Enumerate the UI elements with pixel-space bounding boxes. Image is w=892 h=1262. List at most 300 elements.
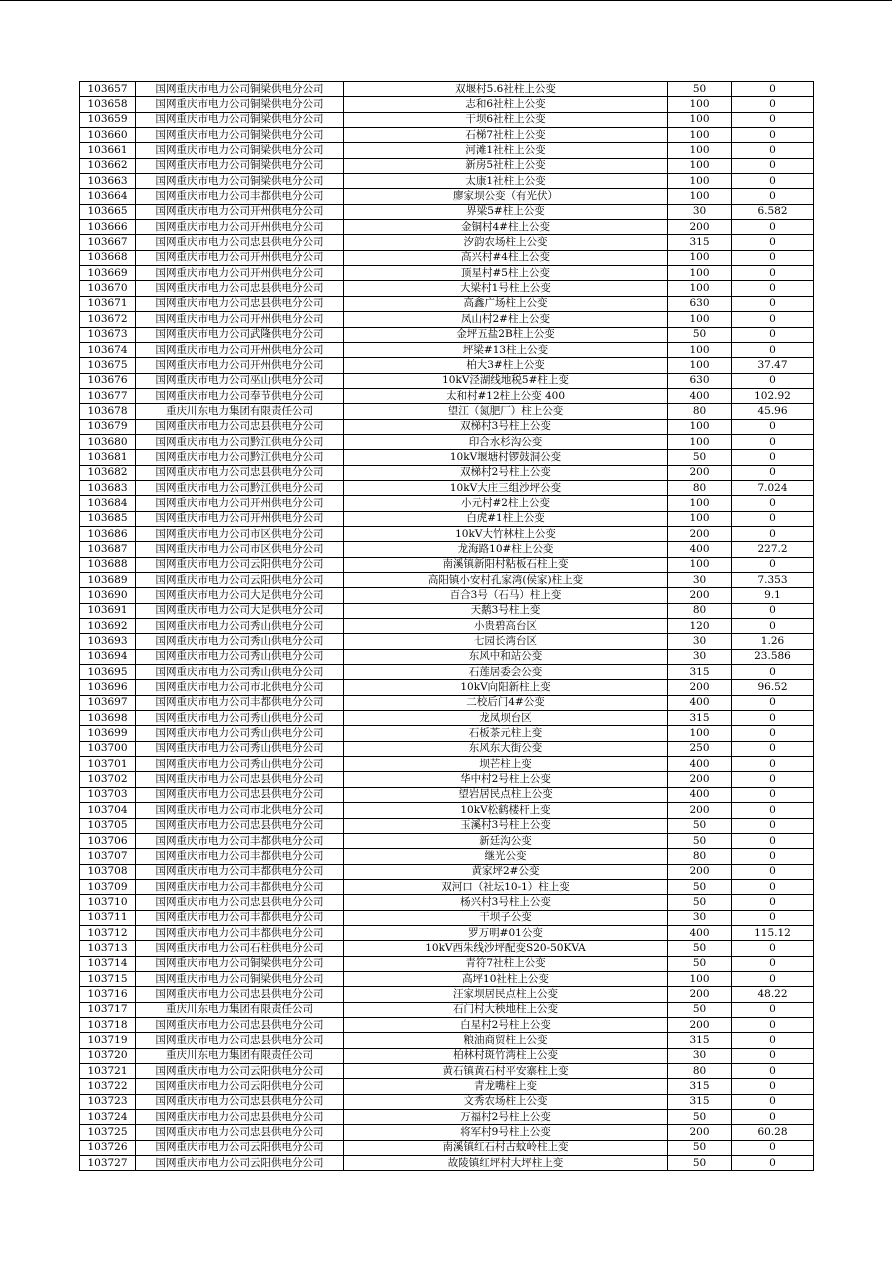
capacity-cell: 400	[668, 695, 732, 710]
table-row	[80, 388, 814, 403]
row-id-cell: 103677	[80, 388, 136, 403]
transformer-name-cell: 小贵碧高台区	[344, 619, 668, 634]
transformer-name-cell: 河滩1社柱上公变	[344, 143, 668, 158]
transformer-name-cell: 顶星村#5柱上公变	[344, 266, 668, 281]
table-row	[80, 833, 814, 848]
company-cell: 国网重庆市电力公司忠县供电分公司	[136, 296, 344, 311]
row-id-cell: 103657	[80, 82, 136, 97]
value-cell: 0	[732, 818, 814, 833]
value-cell: 115.12	[732, 925, 814, 940]
value-cell: 0	[732, 941, 814, 956]
transformer-name-cell: 二校后门4#公变	[344, 695, 668, 710]
company-cell: 国网重庆市电力公司忠县供电分公司	[136, 772, 344, 787]
transformer-name-cell: 天鹅3号柱上变	[344, 603, 668, 618]
transformer-name-cell: 汪家坝居民点柱上公变	[344, 987, 668, 1002]
company-cell: 国网重庆市电力公司武隆供电分公司	[136, 327, 344, 342]
value-cell: 0	[732, 557, 814, 572]
row-id-cell: 103725	[80, 1125, 136, 1140]
table-row	[80, 1125, 814, 1140]
company-cell: 国网重庆市电力公司秀山供电分公司	[136, 634, 344, 649]
value-cell: 1.26	[732, 634, 814, 649]
row-id-cell: 103683	[80, 480, 136, 495]
company-cell: 国网重庆市电力公司市区供电分公司	[136, 526, 344, 541]
value-cell: 0	[732, 711, 814, 726]
row-id-cell: 103721	[80, 1064, 136, 1079]
transformer-name-cell: 罗万明#01公变	[344, 925, 668, 940]
capacity-cell: 400	[668, 542, 732, 557]
transformer-name-cell: 望岩居民点柱上公变	[344, 787, 668, 802]
row-id-cell: 103684	[80, 496, 136, 511]
transformer-name-cell: 金铜村4#柱上公变	[344, 220, 668, 235]
transformer-name-cell: 东风中和站公变	[344, 649, 668, 664]
value-cell: 0	[732, 895, 814, 910]
capacity-cell: 100	[668, 496, 732, 511]
row-id-cell: 103691	[80, 603, 136, 618]
row-id-cell: 103703	[80, 787, 136, 802]
capacity-cell: 630	[668, 296, 732, 311]
company-cell: 国网重庆市电力公司黔江供电分公司	[136, 434, 344, 449]
value-cell: 0	[732, 1048, 814, 1063]
row-id-cell: 103675	[80, 358, 136, 373]
value-cell: 0	[732, 465, 814, 480]
row-id-cell: 103726	[80, 1140, 136, 1155]
capacity-cell: 100	[668, 312, 732, 327]
company-cell: 国网重庆市电力公司铜梁供电分公司	[136, 956, 344, 971]
capacity-cell: 50	[668, 450, 732, 465]
transformer-name-cell: 黄石镇黄石村平安寨柱上变	[344, 1064, 668, 1079]
company-cell: 国网重庆市电力公司开州供电分公司	[136, 266, 344, 281]
value-cell: 0	[732, 342, 814, 357]
value-cell: 0	[732, 450, 814, 465]
row-id-cell: 103707	[80, 849, 136, 864]
capacity-cell: 80	[668, 603, 732, 618]
transformer-name-cell: 坪梁#13柱上公变	[344, 342, 668, 357]
capacity-cell: 315	[668, 1094, 732, 1109]
transformer-name-cell: 志和6社柱上公变	[344, 97, 668, 112]
capacity-cell: 50	[668, 1110, 732, 1125]
value-cell: 0	[732, 419, 814, 434]
value-cell: 23.586	[732, 649, 814, 664]
row-id-cell: 103719	[80, 1033, 136, 1048]
capacity-cell: 315	[668, 235, 732, 250]
row-id-cell: 103706	[80, 833, 136, 848]
row-id-cell: 103671	[80, 296, 136, 311]
capacity-cell: 100	[668, 97, 732, 112]
table-row	[80, 603, 814, 618]
transformer-name-cell: 柏林村斑竹湾柱上公变	[344, 1048, 668, 1063]
table-row	[80, 1064, 814, 1079]
capacity-cell: 200	[668, 1017, 732, 1032]
transformer-name-cell: 龙凤坝台区	[344, 711, 668, 726]
table-row	[80, 342, 814, 357]
company-cell: 国网重庆市电力公司丰都供电分公司	[136, 833, 344, 848]
transformer-name-cell: 青龙嘴柱上变	[344, 1079, 668, 1094]
row-id-cell: 103690	[80, 588, 136, 603]
row-id-cell: 103708	[80, 864, 136, 879]
company-cell: 国网重庆市电力公司市北供电分公司	[136, 803, 344, 818]
capacity-cell: 315	[668, 1033, 732, 1048]
row-id-cell: 103693	[80, 634, 136, 649]
company-cell: 重庆川东电力集团有限责任公司	[136, 1002, 344, 1017]
value-cell: 0	[732, 1017, 814, 1032]
row-id-cell: 103689	[80, 573, 136, 588]
transformer-name-cell: 南溪镇红石村古蚊岭柱上变	[344, 1140, 668, 1155]
table-row	[80, 174, 814, 189]
capacity-cell: 315	[668, 1079, 732, 1094]
table-row	[80, 1048, 814, 1063]
capacity-cell: 400	[668, 757, 732, 772]
capacity-cell: 250	[668, 741, 732, 756]
row-id-cell: 103692	[80, 619, 136, 634]
row-id-cell: 103695	[80, 665, 136, 680]
capacity-cell: 80	[668, 849, 732, 864]
row-id-cell: 103685	[80, 511, 136, 526]
capacity-cell: 100	[668, 128, 732, 143]
transformer-name-cell: 汐韵农场柱上公变	[344, 235, 668, 250]
value-cell: 0	[732, 143, 814, 158]
row-id-cell: 103672	[80, 312, 136, 327]
transformer-name-cell: 玉溪村3号柱上公变	[344, 818, 668, 833]
capacity-cell: 50	[668, 327, 732, 342]
row-id-cell: 103659	[80, 112, 136, 127]
page-top-border	[0, 0, 892, 1]
table-row	[80, 250, 814, 265]
company-cell: 国网重庆市电力公司开州供电分公司	[136, 358, 344, 373]
capacity-cell: 80	[668, 1064, 732, 1079]
capacity-cell: 50	[668, 941, 732, 956]
row-id-cell: 103718	[80, 1017, 136, 1032]
transformer-name-cell: 高鑫广场柱上公变	[344, 296, 668, 311]
transformer-name-cell: 高兴村#4柱上公变	[344, 250, 668, 265]
table-row	[80, 864, 814, 879]
capacity-cell: 120	[668, 619, 732, 634]
transformer-name-cell: 继光公变	[344, 849, 668, 864]
capacity-cell: 100	[668, 112, 732, 127]
transformer-name-cell: 双河口（社坛10-1）柱上变	[344, 879, 668, 894]
transformer-name-cell: 太康1社柱上公变	[344, 174, 668, 189]
table-row	[80, 1033, 814, 1048]
row-id-cell: 103723	[80, 1094, 136, 1109]
value-cell: 0	[732, 603, 814, 618]
company-cell: 国网重庆市电力公司秀山供电分公司	[136, 619, 344, 634]
company-cell: 国网重庆市电力公司铜梁供电分公司	[136, 158, 344, 173]
company-cell: 国网重庆市电力公司丰都供电分公司	[136, 879, 344, 894]
capacity-cell: 100	[668, 971, 732, 986]
transformer-name-cell: 10kV大竹林柱上公变	[344, 526, 668, 541]
value-cell: 0	[732, 281, 814, 296]
table-row	[80, 112, 814, 127]
table-row	[80, 665, 814, 680]
table-row	[80, 971, 814, 986]
company-cell: 国网重庆市电力公司秀山供电分公司	[136, 665, 344, 680]
company-cell: 国网重庆市电力公司石柱供电分公司	[136, 941, 344, 956]
company-cell: 国网重庆市电力公司忠县供电分公司	[136, 1094, 344, 1109]
capacity-cell: 100	[668, 511, 732, 526]
table-row	[80, 266, 814, 281]
transformer-name-cell: 10kV松鹤楼杆上变	[344, 803, 668, 818]
table-row	[80, 465, 814, 480]
row-id-cell: 103660	[80, 128, 136, 143]
company-cell: 国网重庆市电力公司忠县供电分公司	[136, 1110, 344, 1125]
table-row	[80, 404, 814, 419]
capacity-cell: 100	[668, 189, 732, 204]
row-id-cell: 103661	[80, 143, 136, 158]
row-id-cell: 103700	[80, 741, 136, 756]
company-cell: 国网重庆市电力公司奉节供电分公司	[136, 388, 344, 403]
value-cell: 0	[732, 312, 814, 327]
company-cell: 国网重庆市电力公司忠县供电分公司	[136, 895, 344, 910]
row-id-cell: 103665	[80, 204, 136, 219]
transformer-name-cell: 黄家坪2#公变	[344, 864, 668, 879]
transformer-name-cell: 故陵镇红坪村大坪柱上变	[344, 1156, 668, 1171]
transformer-name-cell: 10kV大庄三组沙坪公变	[344, 480, 668, 495]
capacity-cell: 50	[668, 82, 732, 97]
table-row	[80, 1110, 814, 1125]
capacity-cell: 100	[668, 419, 732, 434]
capacity-cell: 200	[668, 526, 732, 541]
capacity-cell: 100	[668, 726, 732, 741]
capacity-cell: 200	[668, 772, 732, 787]
table-row	[80, 695, 814, 710]
transformer-name-cell: 望江（氮肥厂）柱上公变	[344, 404, 668, 419]
value-cell: 0	[732, 128, 814, 143]
transformer-name-cell: 石板茶元柱上变	[344, 726, 668, 741]
row-id-cell: 103694	[80, 649, 136, 664]
table-row	[80, 158, 814, 173]
value-cell: 0	[732, 82, 814, 97]
transformer-table	[79, 81, 814, 1171]
table-row	[80, 235, 814, 250]
value-cell: 0	[732, 879, 814, 894]
table-row	[80, 772, 814, 787]
company-cell: 国网重庆市电力公司忠县供电分公司	[136, 818, 344, 833]
row-id-cell: 103713	[80, 941, 136, 956]
company-cell: 国网重庆市电力公司市区供电分公司	[136, 542, 344, 557]
value-cell: 0	[732, 189, 814, 204]
table-row	[80, 726, 814, 741]
company-cell: 国网重庆市电力公司秀山供电分公司	[136, 741, 344, 756]
value-cell: 0	[732, 526, 814, 541]
value-cell: 0	[732, 665, 814, 680]
company-cell: 国网重庆市电力公司忠县供电分公司	[136, 235, 344, 250]
company-cell: 国网重庆市电力公司丰都供电分公司	[136, 925, 344, 940]
company-cell: 国网重庆市电力公司大足供电分公司	[136, 588, 344, 603]
table-row	[80, 588, 814, 603]
table-row	[80, 649, 814, 664]
value-cell: 0	[732, 864, 814, 879]
company-cell: 国网重庆市电力公司忠县供电分公司	[136, 281, 344, 296]
value-cell: 0	[732, 496, 814, 511]
company-cell: 国网重庆市电力公司市北供电分公司	[136, 680, 344, 695]
transformer-name-cell: 高阳镇小安村孔家湾(侯家)柱上变	[344, 573, 668, 588]
transformer-name-cell: 双堰村5.6社柱上公变	[344, 82, 668, 97]
company-cell: 国网重庆市电力公司丰都供电分公司	[136, 864, 344, 879]
value-cell: 0	[732, 327, 814, 342]
capacity-cell: 50	[668, 1002, 732, 1017]
value-cell: 37.47	[732, 358, 814, 373]
transformer-name-cell: 青符7社柱上公变	[344, 956, 668, 971]
value-cell: 0	[732, 97, 814, 112]
capacity-cell: 400	[668, 388, 732, 403]
row-id-cell: 103704	[80, 803, 136, 818]
capacity-cell: 30	[668, 573, 732, 588]
company-cell: 国网重庆市电力公司秀山供电分公司	[136, 711, 344, 726]
capacity-cell: 30	[668, 910, 732, 925]
value-cell: 0	[732, 757, 814, 772]
table-row	[80, 327, 814, 342]
row-id-cell: 103699	[80, 726, 136, 741]
transformer-name-cell: 双梯村2号柱上公变	[344, 465, 668, 480]
capacity-cell: 50	[668, 879, 732, 894]
transformer-name-cell: 华中村2号柱上公变	[344, 772, 668, 787]
transformer-name-cell: 七园长湾台区	[344, 634, 668, 649]
value-cell: 0	[732, 695, 814, 710]
company-cell: 国网重庆市电力公司开州供电分公司	[136, 342, 344, 357]
table-row	[80, 941, 814, 956]
company-cell: 国网重庆市电力公司丰都供电分公司	[136, 189, 344, 204]
company-cell: 国网重庆市电力公司云阳供电分公司	[136, 557, 344, 572]
row-id-cell: 103658	[80, 97, 136, 112]
capacity-cell: 50	[668, 895, 732, 910]
table-row	[80, 358, 814, 373]
company-cell: 国网重庆市电力公司云阳供电分公司	[136, 1156, 344, 1171]
table-row	[80, 879, 814, 894]
row-id-cell: 103712	[80, 925, 136, 940]
capacity-cell: 100	[668, 158, 732, 173]
value-cell: 0	[732, 619, 814, 634]
company-cell: 国网重庆市电力公司忠县供电分公司	[136, 787, 344, 802]
value-cell: 0	[732, 1140, 814, 1155]
capacity-cell: 30	[668, 634, 732, 649]
row-id-cell: 103673	[80, 327, 136, 342]
company-cell: 国网重庆市电力公司铜梁供电分公司	[136, 174, 344, 189]
company-cell: 国网重庆市电力公司忠县供电分公司	[136, 987, 344, 1002]
row-id-cell: 103679	[80, 419, 136, 434]
table-row	[80, 97, 814, 112]
company-cell: 国网重庆市电力公司铜梁供电分公司	[136, 97, 344, 112]
capacity-cell: 100	[668, 250, 732, 265]
table-row	[80, 281, 814, 296]
company-cell: 国网重庆市电力公司黔江供电分公司	[136, 450, 344, 465]
table-row	[80, 741, 814, 756]
table-row	[80, 82, 814, 97]
company-cell: 国网重庆市电力公司开州供电分公司	[136, 204, 344, 219]
transformer-name-cell: 双梯村3号柱上公变	[344, 419, 668, 434]
transformer-name-cell: 粮油商贸柱上公变	[344, 1033, 668, 1048]
table-row	[80, 450, 814, 465]
transformer-name-cell: 10kV向阳新柱上变	[344, 680, 668, 695]
company-cell: 国网重庆市电力公司云阳供电分公司	[136, 1064, 344, 1079]
transformer-name-cell: 白星村2号柱上公变	[344, 1017, 668, 1032]
row-id-cell: 103676	[80, 373, 136, 388]
value-cell: 0	[732, 296, 814, 311]
capacity-cell: 200	[668, 465, 732, 480]
capacity-cell: 100	[668, 281, 732, 296]
row-id-cell: 103664	[80, 189, 136, 204]
value-cell: 0	[732, 250, 814, 265]
table-row	[80, 711, 814, 726]
transformer-name-cell: 印合水杉沟公变	[344, 434, 668, 449]
capacity-cell: 200	[668, 1125, 732, 1140]
row-id-cell: 103717	[80, 1002, 136, 1017]
capacity-cell: 100	[668, 174, 732, 189]
transformer-name-cell: 石莲居委会公变	[344, 665, 668, 680]
capacity-cell: 200	[668, 987, 732, 1002]
row-id-cell: 103662	[80, 158, 136, 173]
value-cell: 0	[732, 373, 814, 388]
company-cell: 国网重庆市电力公司大足供电分公司	[136, 603, 344, 618]
table-row	[80, 987, 814, 1002]
transformer-name-cell: 百合3号（石马）柱上变	[344, 588, 668, 603]
company-cell: 国网重庆市电力公司秀山供电分公司	[136, 649, 344, 664]
table-row	[80, 128, 814, 143]
transformer-name-cell: 新房5社柱上公变	[344, 158, 668, 173]
company-cell: 国网重庆市电力公司忠县供电分公司	[136, 1125, 344, 1140]
table-row	[80, 619, 814, 634]
company-cell: 国网重庆市电力公司忠县供电分公司	[136, 419, 344, 434]
row-id-cell: 103698	[80, 711, 136, 726]
transformer-name-cell: 干坝6社柱上公变	[344, 112, 668, 127]
transformer-name-cell: 大梁村1号柱上公变	[344, 281, 668, 296]
company-cell: 国网重庆市电力公司秀山供电分公司	[136, 726, 344, 741]
capacity-cell: 200	[668, 803, 732, 818]
table-row	[80, 296, 814, 311]
table-row	[80, 910, 814, 925]
transformer-name-cell: 南溪镇新阳村粘板石柱上变	[344, 557, 668, 572]
value-cell: 45.96	[732, 404, 814, 419]
value-cell: 0	[732, 1079, 814, 1094]
transformer-name-cell: 太和村#12柱上公变 400	[344, 388, 668, 403]
company-cell: 国网重庆市电力公司丰都供电分公司	[136, 910, 344, 925]
value-cell: 0	[732, 220, 814, 235]
row-id-cell: 103705	[80, 818, 136, 833]
company-cell: 国网重庆市电力公司铜梁供电分公司	[136, 112, 344, 127]
table-row	[80, 143, 814, 158]
row-id-cell: 103722	[80, 1079, 136, 1094]
table-row	[80, 1140, 814, 1155]
table-row	[80, 895, 814, 910]
value-cell: 0	[732, 1064, 814, 1079]
row-id-cell: 103696	[80, 680, 136, 695]
company-cell: 国网重庆市电力公司铜梁供电分公司	[136, 971, 344, 986]
value-cell: 0	[732, 158, 814, 173]
value-cell: 0	[732, 726, 814, 741]
value-cell: 0	[732, 112, 814, 127]
row-id-cell: 103666	[80, 220, 136, 235]
capacity-cell: 200	[668, 220, 732, 235]
table-row	[80, 925, 814, 940]
table-row	[80, 526, 814, 541]
row-id-cell: 103724	[80, 1110, 136, 1125]
capacity-cell: 315	[668, 711, 732, 726]
row-id-cell: 103681	[80, 450, 136, 465]
transformer-name-cell: 白虎#1柱上公变	[344, 511, 668, 526]
capacity-cell: 400	[668, 787, 732, 802]
table-row	[80, 803, 814, 818]
capacity-cell: 400	[668, 925, 732, 940]
capacity-cell: 200	[668, 680, 732, 695]
row-id-cell: 103710	[80, 895, 136, 910]
value-cell: 0	[732, 1110, 814, 1125]
capacity-cell: 200	[668, 588, 732, 603]
table-body	[80, 82, 814, 1171]
row-id-cell: 103667	[80, 235, 136, 250]
capacity-cell: 30	[668, 1048, 732, 1063]
table-row	[80, 496, 814, 511]
transformer-name-cell: 文秀农场柱上公变	[344, 1094, 668, 1109]
capacity-cell: 50	[668, 833, 732, 848]
company-cell: 重庆川东电力集团有限责任公司	[136, 404, 344, 419]
